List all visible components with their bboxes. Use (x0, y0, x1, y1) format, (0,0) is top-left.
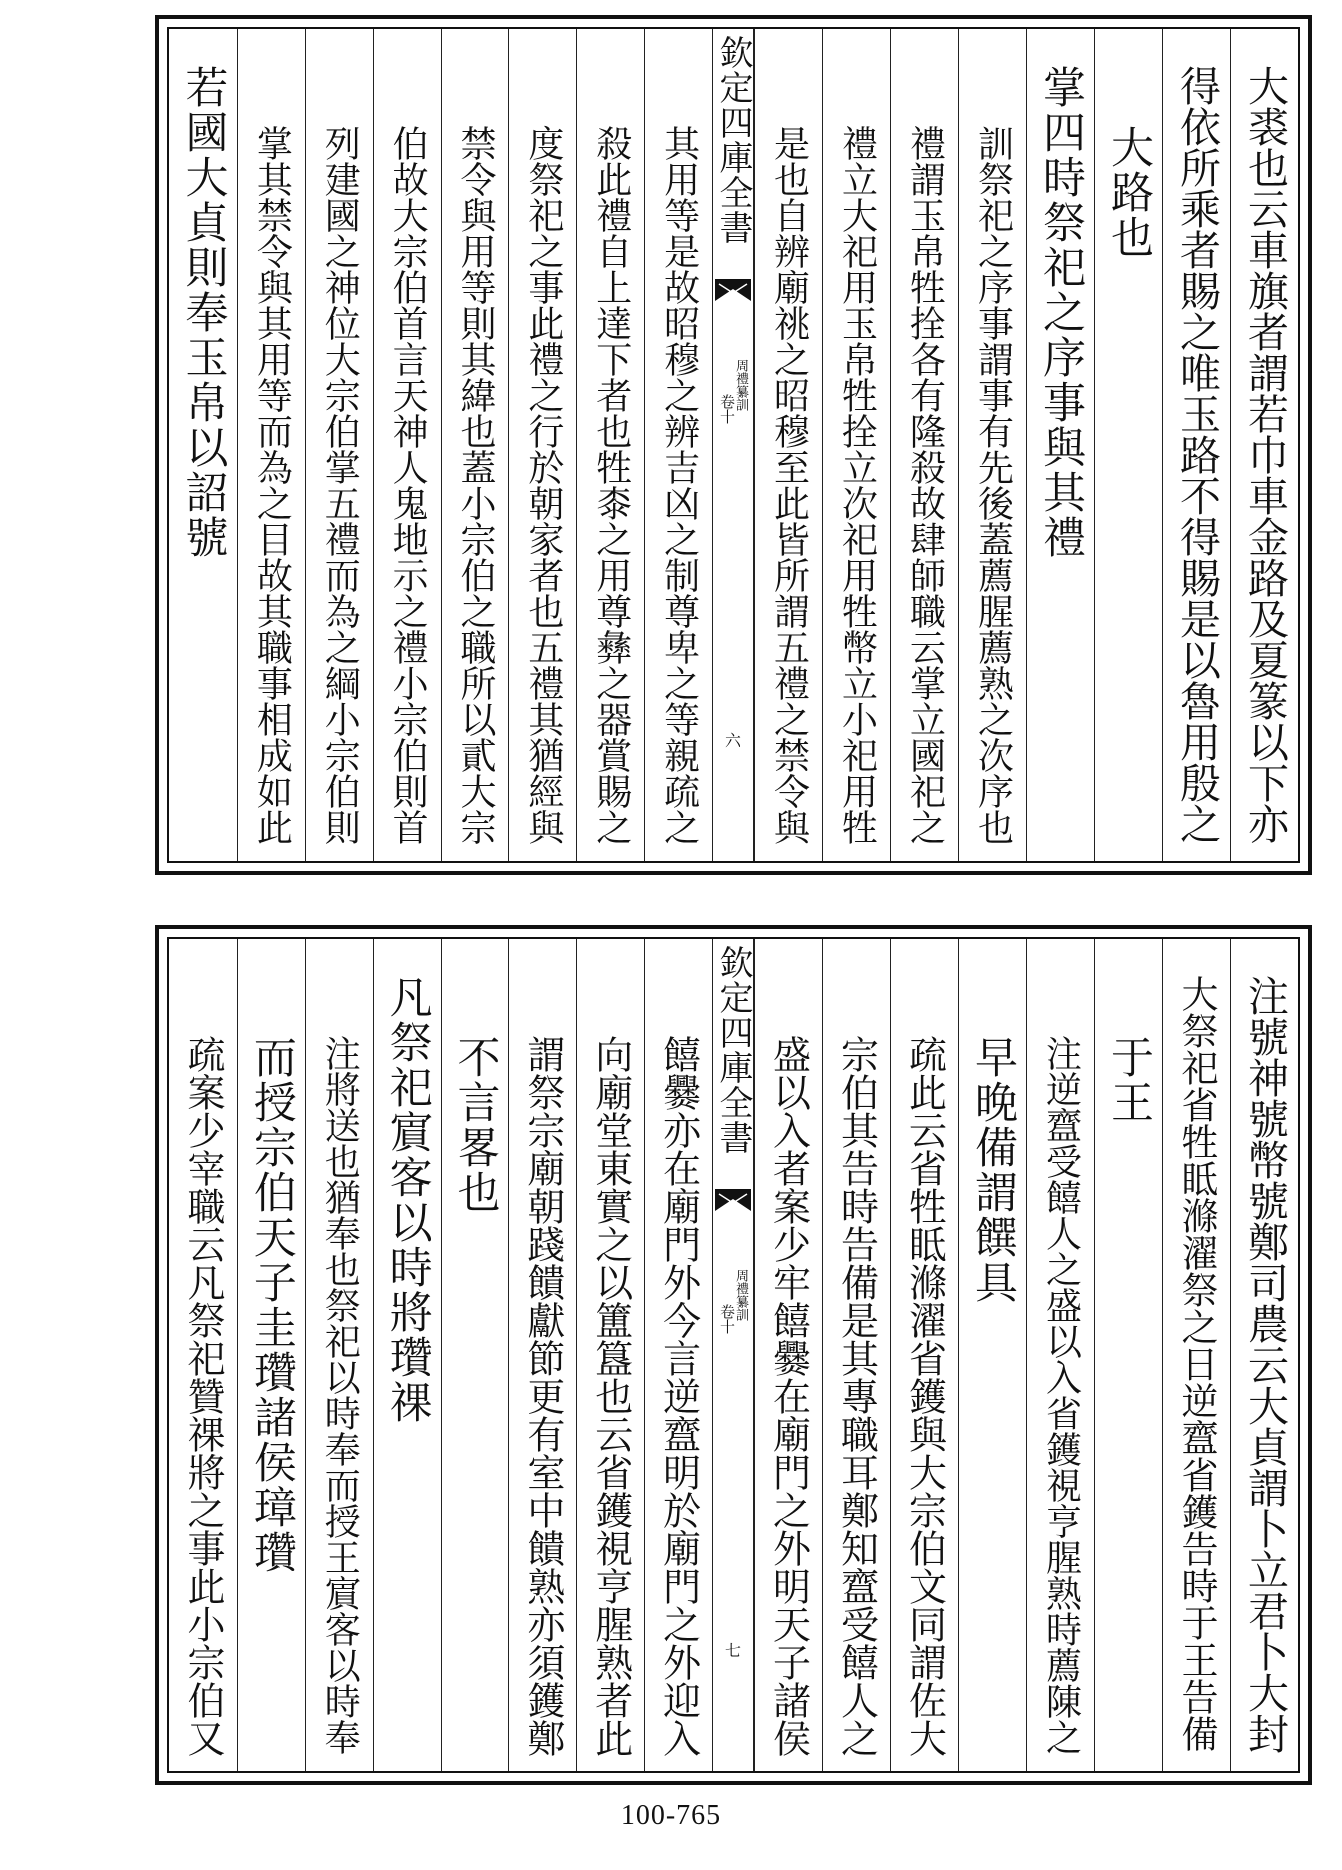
column-text: 疏此云省牲眡滌濯省鑊與大宗伯文同謂佐大 (902, 1035, 947, 1757)
text-column (958, 939, 1026, 1771)
text-column (576, 29, 644, 861)
column-text: 注號神號幣號鄭司農云大貞謂卜立君卜大封 (1241, 975, 1289, 1754)
banner-book-title: 周禮纂訓 (733, 1269, 748, 1321)
text-column (1162, 939, 1230, 1771)
column-text: 于王 (1104, 1035, 1154, 1125)
text-column (644, 939, 712, 1771)
column-text: 禮謂玉帛牲拴各有隆殺故肆師職云掌立國祀之 (904, 125, 946, 845)
center-banner (712, 29, 754, 861)
column-text: 大裘也云車旗者謂若巾車金路及夏篆以下亦 (1241, 65, 1289, 844)
column-text: 訓祭祀之序事謂事有先後蓋薦腥薦熟之次序也 (972, 125, 1014, 845)
bottom-page-text-frame (167, 937, 1300, 1773)
banner-page-number: 六 (724, 731, 742, 750)
text-column (508, 939, 576, 1771)
column-text: 疏案少宰職云凡祭祀贊祼將之事此小宗伯又 (180, 1035, 225, 1757)
center-banner (712, 939, 754, 1771)
text-column (441, 939, 509, 1771)
text-column (890, 939, 958, 1771)
text-column (1026, 29, 1094, 861)
banner-volume: 卷十 (718, 394, 736, 424)
column-text: 盛以入者案少牢饎爨在廟門之外明天子諸侯 (766, 1035, 811, 1757)
text-column (1230, 29, 1298, 861)
footer-page-number: 100-765 (620, 1800, 722, 1831)
fishtail-mark-icon (715, 1189, 751, 1213)
text-column (1026, 939, 1094, 1771)
text-column (754, 29, 822, 861)
banner-title: 欽定四庫全書 (713, 945, 753, 1155)
fishtail-mark-icon (715, 279, 751, 303)
text-column (822, 939, 890, 1771)
column-text: 伯故大宗伯首言天神人鬼地示之禮小宗伯則首 (387, 125, 429, 845)
column-text: 得依所乘者賜之唯玉路不得賜是以魯用殷之 (1173, 65, 1221, 844)
banner-page-number: 七 (724, 1641, 742, 1660)
column-text: 而授宗伯天子圭瓚諸侯璋瓚 (246, 1035, 297, 1575)
column-text: 大祭祀省牲眡滌濯祭之日逆齍省鑊告時于王告備 (1175, 975, 1218, 1752)
column-text: 殺此禮自上達下者也牲桼之用尊彝之器賞賜之 (590, 125, 632, 845)
text-column (890, 29, 958, 861)
text-column (305, 29, 373, 861)
column-text: 掌四時祭祀之序事與其禮 (1036, 65, 1086, 560)
banner-book-title: 周禮纂訓 (733, 359, 748, 411)
top-page-text-frame (167, 27, 1300, 863)
text-column (508, 29, 576, 861)
text-column (754, 939, 822, 1771)
column-text: 凡祭祀賔客以時將瓚祼 (382, 975, 433, 1425)
bottom-page-panel (155, 925, 1312, 1785)
column-text: 謂祭宗廟朝踐饋獻節更有室中饋熟亦須鑊鄭 (520, 1035, 565, 1757)
column-text: 列建國之神位大宗伯掌五禮而為之綱小宗伯則 (319, 125, 361, 845)
column-text: 饎爨亦在廟門外今言逆齍明於廟門之外迎入 (656, 1035, 701, 1757)
column-text: 不言畧也 (450, 1035, 501, 1215)
column-text: 若國大貞則奉玉帛以詔號 (178, 65, 229, 560)
column-text: 掌其禁令與其用等而為之目故其職事相成如此 (251, 125, 293, 845)
banner-title: 欽定四庫全書 (713, 35, 753, 245)
text-column (1230, 939, 1298, 1771)
text-column (1094, 939, 1162, 1771)
banner-volume: 卷十 (718, 1304, 736, 1334)
text-column (169, 939, 237, 1771)
column-text: 大路也 (1104, 125, 1154, 260)
top-page-panel (155, 15, 1312, 875)
text-column (305, 939, 373, 1771)
column-text: 禮立大祀用玉帛牲拴立次祀用牲幣立小祀用牲 (836, 125, 878, 845)
text-column (169, 29, 237, 861)
text-column (822, 29, 890, 861)
column-text: 宗伯其告時告備是其專職耳鄭知齍受饎人之 (834, 1035, 879, 1757)
column-text: 向廟堂東實之以簠簋也云省鑊視亨腥熟者此 (588, 1035, 633, 1757)
column-text: 度祭祀之事此禮之行於朝家者也五禮其猶經與 (522, 125, 564, 845)
text-column (441, 29, 509, 861)
column-text: 其用等是故昭穆之辨吉凶之制尊卑之等親疏之 (658, 125, 700, 845)
text-column (237, 939, 305, 1771)
text-column (958, 29, 1026, 861)
text-column (1162, 29, 1230, 861)
column-text: 是也自辨廟祧之昭穆至此皆所謂五禮之禁令與 (768, 125, 810, 845)
text-column (1094, 29, 1162, 861)
text-column (237, 29, 305, 861)
text-column (373, 939, 441, 1771)
column-text: 注逆齍受饎人之盛以入省鑊視亨腥熟時薦陳之 (1040, 1035, 1082, 1755)
column-text: 注將送也猶奉也祭祀以時奉而授王賔客以時奉 (319, 1035, 361, 1755)
text-column (576, 939, 644, 1771)
text-column (373, 29, 441, 861)
column-text: 禁令與用等則其緯也蓋小宗伯之職所以貳大宗 (454, 125, 496, 845)
text-column (644, 29, 712, 861)
column-text: 早晚備謂饌具 (968, 1035, 1018, 1305)
